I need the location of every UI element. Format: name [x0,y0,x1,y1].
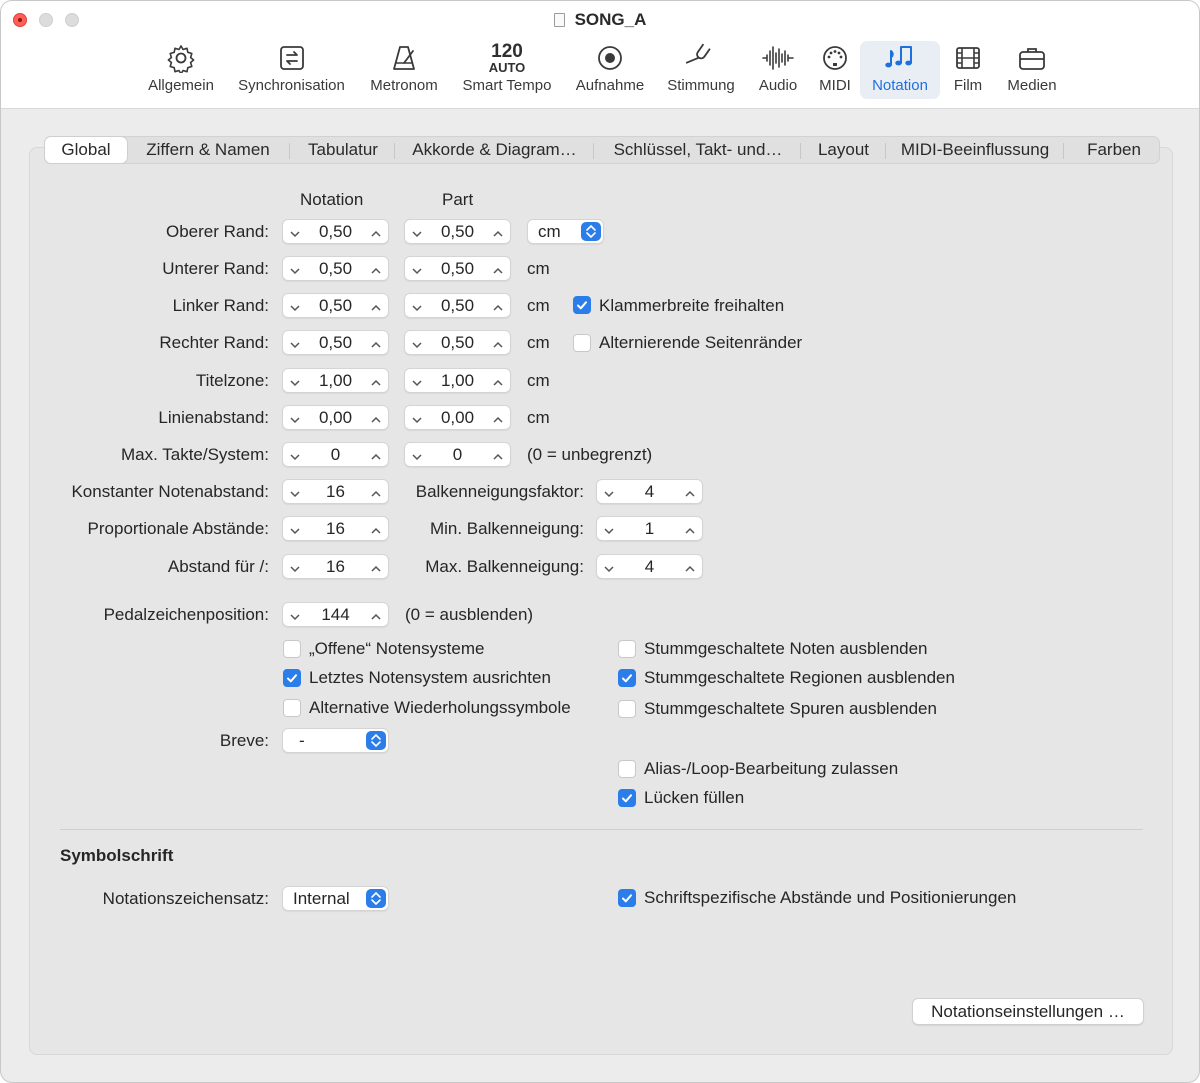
chevron-down-icon[interactable] [290,523,300,533]
chevron-up-icon[interactable] [493,375,503,385]
line-spacing-part-stepper[interactable]: 0,00 [404,405,511,430]
constant-spacing-label: Konstanter Notenabstand: [71,482,269,501]
pedal-position-label: Pedalzeichenposition: [103,605,269,624]
sync-icon [231,43,352,73]
toolbar-aufnahme[interactable]: Aufnahme [570,41,650,99]
document-icon [554,13,565,27]
hide-muted-tracks-checkbox[interactable] [618,700,636,718]
toolbar-smart-tempo[interactable]: 120 AUTO Smart Tempo [455,41,559,99]
updown-arrows-icon [366,731,386,750]
font-specific-spacing-checkbox[interactable] [618,889,636,907]
alt-repeat-symbols-checkbox[interactable] [283,699,301,717]
chevron-down-icon[interactable] [290,375,300,385]
bracket-width-checkbox[interactable] [573,296,591,314]
alternating-margins-checkbox[interactable] [573,334,591,352]
chevron-up-icon[interactable] [371,375,381,385]
bottom-margin-notation-stepper[interactable]: 0,50 [282,256,389,281]
unit-select[interactable]: cm [527,219,604,244]
hide-muted-notes-label: Stummgeschaltete Noten ausblenden [644,639,928,658]
tab-farben[interactable]: Farben [1087,140,1141,159]
title-zone-label: Titelzone: [195,371,269,390]
proportional-spacing-stepper[interactable]: 16 [282,516,389,541]
font-specific-spacing-label: Schriftspezifische Abstände und Positionierungen [644,888,1017,907]
unit-label: cm [527,259,550,278]
hide-muted-notes-checkbox[interactable] [618,640,636,658]
chevron-down-icon[interactable] [290,226,300,236]
toolbar-audio[interactable]: Audio [753,41,803,99]
gear-icon [141,43,221,73]
chevron-up-icon[interactable] [685,561,695,571]
chevron-up-icon[interactable] [685,486,695,496]
slash-spacing-label: Abstand für /: [167,557,269,576]
line-spacing-label: Linienabstand: [158,408,269,427]
breve-select[interactable]: - [282,728,389,753]
chevron-down-icon[interactable] [290,263,300,273]
max-bars-hint: (0 = unbegrenzt) [527,445,653,464]
notation-charset-label: Notationszeichensatz: [102,889,269,908]
unit-label: cm [527,371,550,390]
toolbar-medien[interactable]: Medien [999,41,1065,99]
tab-ziffern-namen[interactable]: Ziffern & Namen [146,140,270,159]
chevron-down-icon[interactable] [604,561,614,571]
min-beam-stepper[interactable]: 1 [596,516,703,541]
max-beam-label: Max. Balkenneigung: [425,557,584,576]
proportional-spacing-label: Proportionale Abstände: [87,519,269,538]
chevron-up-icon[interactable] [371,300,381,310]
chevron-down-icon[interactable] [412,226,422,236]
tab-separator [593,143,594,159]
chevron-down-icon[interactable] [412,263,422,273]
unit-label: cm [527,296,550,315]
unit-label: cm [527,408,550,427]
open-staves-label: „Offene“ Notensysteme [309,639,485,658]
tab-layout[interactable]: Layout [817,140,870,159]
alt-repeat-symbols-label: Alternative Wiederholungssymbole [309,698,571,717]
max-bars-label: Max. Takte/System: [120,445,269,464]
alternating-margins-label: Alternierende Seitenränder [599,333,803,352]
toolbar-midi[interactable]: MIDI [811,41,859,99]
waveform-icon [753,43,803,73]
chevron-down-icon[interactable] [290,486,300,496]
top-margin-label: Oberer Rand: [166,222,269,241]
chevron-up-icon[interactable] [493,226,503,236]
chevron-up-icon[interactable] [371,523,381,533]
chevron-down-icon[interactable] [290,561,300,571]
toolbar-allgemein[interactable]: Allgemein [141,41,221,99]
film-icon [947,43,989,73]
tuning-fork-icon [661,43,741,73]
right-margin-label: Rechter Rand: [159,333,269,352]
chevron-up-icon[interactable] [685,523,695,533]
column-header-part: Part [442,190,474,209]
alias-loop-editing-label: Alias-/Loop-Bearbeitung zulassen [644,759,899,778]
bracket-width-label: Klammerbreite freihalten [599,296,785,315]
updown-arrows-icon [366,889,386,908]
breve-label: Breve: [219,731,269,750]
left-margin-part-stepper[interactable]: 0,50 [404,293,511,318]
bottom-margin-part-stepper[interactable]: 0,50 [404,256,511,281]
left-margin-notation-stepper[interactable]: 0,50 [282,293,389,318]
tab-tabulatur[interactable]: Tabulatur [308,140,378,159]
chevron-up-icon[interactable] [371,263,381,273]
chevron-down-icon[interactable] [290,449,300,459]
align-last-staff-label: Letztes Notensystem ausrichten [309,668,551,687]
midi-icon [811,43,859,73]
max-beam-stepper[interactable]: 4 [596,554,703,579]
column-header-notation: Notation [300,190,364,209]
symbol-font-heading: Symbolschrift [60,846,174,865]
chevron-down-icon[interactable] [290,300,300,310]
chevron-up-icon[interactable] [371,449,381,459]
tab-separator [394,143,395,159]
top-margin-notation-stepper[interactable]: 0,50 [282,219,389,244]
chevron-up-icon[interactable] [493,412,503,422]
fill-gaps-label: Lücken füllen [644,788,745,807]
metronome-icon [363,43,445,73]
chevron-down-icon[interactable] [412,337,422,347]
pedal-position-stepper[interactable]: 144 [282,602,389,627]
toolbar-film[interactable]: Film [947,41,989,99]
tab-separator [885,143,886,159]
chevron-up-icon[interactable] [493,337,503,347]
max-bars-notation-stepper[interactable]: 0 [282,442,389,467]
record-icon [570,43,650,73]
fill-gaps-checkbox[interactable] [618,789,636,807]
tab-midi-beeinflussung[interactable]: MIDI-Beeinflussung [900,140,1050,159]
alias-loop-editing-checkbox[interactable] [618,760,636,778]
hide-muted-regions-label: Stummgeschaltete Regionen ausblenden [644,668,955,687]
settings-panel [29,147,1173,1055]
beam-factor-stepper[interactable]: 4 [596,479,703,504]
tab-separator [289,143,290,159]
title-zone-part-stepper[interactable]: 1,00 [404,368,511,393]
updown-arrows-icon [581,222,601,241]
tab-akkorde[interactable]: Akkorde & Diagram… [412,140,577,159]
line-spacing-notation-stepper[interactable]: 0,00 [282,405,389,430]
chevron-down-icon[interactable] [412,300,422,310]
chevron-up-icon[interactable] [371,337,381,347]
section-divider [60,829,1143,830]
notes-icon [860,43,940,73]
toolbar-metronom[interactable]: Metronom [363,41,445,99]
beam-factor-label: Balkenneigungsfaktor: [415,482,584,501]
min-beam-label: Min. Balkenneigung: [429,519,584,538]
open-staves-checkbox[interactable] [283,640,301,658]
slash-spacing-stepper[interactable]: 16 [282,554,389,579]
toolbar-stimmung[interactable]: Stimmung [661,41,741,99]
right-margin-part-stepper[interactable]: 0,50 [404,330,511,355]
notation-charset-select[interactable]: Internal [282,886,389,911]
max-bars-part-stepper[interactable]: 0 [404,442,511,467]
hide-muted-regions-checkbox[interactable] [618,669,636,687]
toolbar-notation[interactable]: Notation [860,41,940,99]
unit-label: cm [527,333,550,352]
bottom-margin-label: Unterer Rand: [162,259,269,278]
chevron-up-icon[interactable] [371,412,381,422]
constant-spacing-stepper[interactable]: 16 [282,479,389,504]
briefcase-icon [999,43,1065,73]
toolbar-synchronisation[interactable]: Synchronisation [231,41,352,99]
tab-bar [44,136,1160,164]
chevron-down-icon[interactable] [412,375,422,385]
window-title: SONG_A [1,10,1199,30]
chevron-up-icon[interactable] [371,561,381,571]
title-zone-notation-stepper[interactable]: 1,00 [282,368,389,393]
pedal-position-hint: (0 = ausblenden) [405,605,534,624]
chevron-up-icon[interactable] [371,609,381,619]
titlebar [1,1,1199,109]
chevron-down-icon[interactable] [604,523,614,533]
chevron-up-icon[interactable] [371,486,381,496]
chevron-down-icon[interactable] [290,609,300,619]
hide-muted-tracks-label: Stummgeschaltete Spuren ausblenden [644,699,937,718]
tab-separator [1063,143,1064,159]
chevron-down-icon[interactable] [290,412,300,422]
right-margin-notation-stepper[interactable]: 0,50 [282,330,389,355]
left-margin-label: Linker Rand: [172,296,269,315]
tab-separator [800,143,801,159]
chevron-up-icon[interactable] [371,226,381,236]
tab-global[interactable]: Global [45,137,127,163]
align-last-staff-checkbox[interactable] [283,669,301,687]
chevron-down-icon[interactable] [290,337,300,347]
chevron-down-icon[interactable] [412,412,422,422]
notation-settings-button[interactable]: Notationseinstellungen … [912,998,1144,1025]
top-margin-part-stepper[interactable]: 0,50 [404,219,511,244]
chevron-down-icon[interactable] [604,486,614,496]
chevron-up-icon[interactable] [493,263,503,273]
chevron-down-icon[interactable] [412,449,422,459]
chevron-up-icon[interactable] [493,300,503,310]
tempo-icon: 120 AUTO [488,41,526,75]
tab-schluessel[interactable]: Schlüssel, Takt- und… [613,140,783,159]
chevron-up-icon[interactable] [493,449,503,459]
